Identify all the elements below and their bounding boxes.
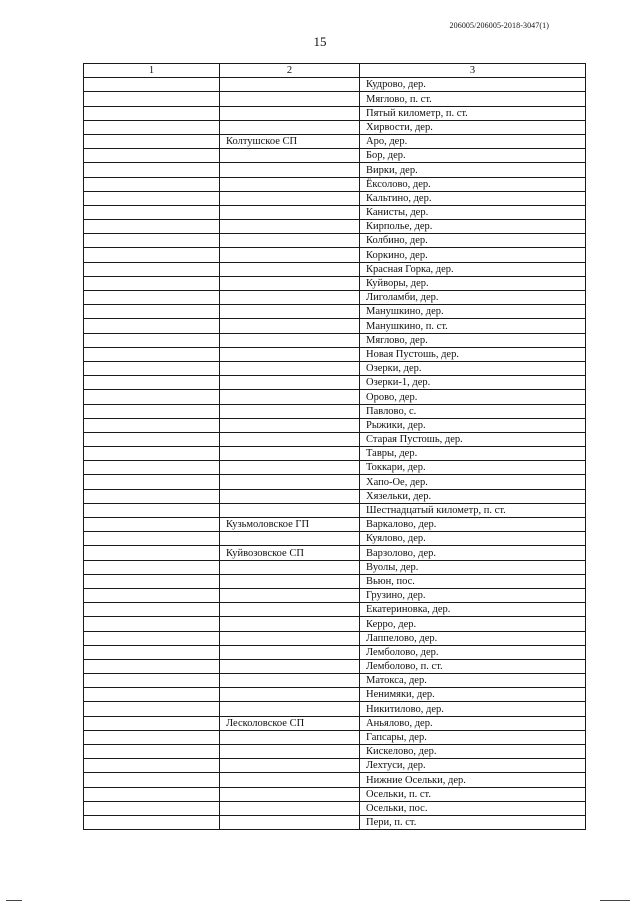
table-row — [84, 404, 586, 418]
municipality-cell — [220, 560, 360, 574]
municipality-cell — [220, 603, 360, 617]
settlement-cell: Осельки, п. ст. — [360, 787, 586, 801]
settlement-cell: Лехтуси, дер. — [360, 759, 586, 773]
table-row — [84, 234, 586, 248]
table-row — [84, 489, 586, 503]
municipality-cell — [220, 815, 360, 829]
table-row — [84, 220, 586, 234]
municipality-cell: Лесколовское СП — [220, 716, 360, 730]
district-cell — [84, 361, 220, 375]
table-row — [84, 461, 586, 475]
district-cell — [84, 333, 220, 347]
district-cell — [84, 588, 220, 602]
settlement-cell: Мяглово, дер. — [360, 333, 586, 347]
settlement-cell: Пятый километр, п. ст. — [360, 106, 586, 120]
municipality-cell — [220, 291, 360, 305]
table-row — [84, 361, 586, 375]
column-number-3: 3 — [360, 64, 586, 78]
municipality-cell — [220, 787, 360, 801]
municipality-cell — [220, 588, 360, 602]
table-row — [84, 390, 586, 404]
table-row — [84, 815, 586, 829]
table-row — [84, 134, 586, 148]
table-header-row — [84, 64, 586, 78]
district-cell — [84, 78, 220, 92]
district-cell — [84, 220, 220, 234]
table-row — [84, 149, 586, 163]
district-cell — [84, 702, 220, 716]
district-cell — [84, 518, 220, 532]
table-row — [84, 418, 586, 432]
district-cell — [84, 191, 220, 205]
municipality-cell — [220, 688, 360, 702]
settlement-cell: Грузино, дер. — [360, 588, 586, 602]
district-cell — [84, 163, 220, 177]
municipality-cell — [220, 418, 360, 432]
municipality-cell — [220, 404, 360, 418]
district-cell — [84, 532, 220, 546]
municipality-cell — [220, 674, 360, 688]
settlement-cell: Никитилово, дер. — [360, 702, 586, 716]
settlement-cell: Лаппелово, дер. — [360, 631, 586, 645]
settlement-cell: Ёксолово, дер. — [360, 177, 586, 191]
settlement-cell: Керро, дер. — [360, 617, 586, 631]
table-row — [84, 617, 586, 631]
municipality-cell: Колтушское СП — [220, 134, 360, 148]
municipality-cell — [220, 702, 360, 716]
municipality-cell — [220, 347, 360, 361]
settlement-cell: Канисты, дер. — [360, 205, 586, 219]
table-row — [84, 262, 586, 276]
municipality-cell — [220, 163, 360, 177]
municipality-cell — [220, 503, 360, 517]
municipality-cell — [220, 745, 360, 759]
page-number: 15 — [313, 34, 327, 49]
table-row — [84, 177, 586, 191]
settlement-cell: Вуолы, дер. — [360, 560, 586, 574]
settlement-cell: Матокса, дер. — [360, 674, 586, 688]
municipality-cell — [220, 489, 360, 503]
municipality-cell — [220, 801, 360, 815]
settlement-cell: Вьюн, пос. — [360, 574, 586, 588]
settlement-cell: Красная Горка, дер. — [360, 262, 586, 276]
settlement-cell: Хапо-Ое, дер. — [360, 475, 586, 489]
district-cell — [84, 347, 220, 361]
district-cell — [84, 546, 220, 560]
table-row — [84, 347, 586, 361]
table-row — [84, 503, 586, 517]
municipality-cell — [220, 475, 360, 489]
municipality-cell — [220, 361, 360, 375]
district-cell — [84, 759, 220, 773]
table-row — [84, 106, 586, 120]
district-cell — [84, 276, 220, 290]
municipality-cell: Кузьмоловское ГП — [220, 518, 360, 532]
settlement-cell: Коркино, дер. — [360, 248, 586, 262]
district-cell — [84, 801, 220, 815]
settlement-cell: Озерки, дер. — [360, 361, 586, 375]
municipality-cell — [220, 532, 360, 546]
district-cell — [84, 603, 220, 617]
settlement-cell: Бор, дер. — [360, 149, 586, 163]
table-row — [84, 588, 586, 602]
municipality-cell — [220, 120, 360, 134]
settlement-cell: Лемболово, дер. — [360, 645, 586, 659]
municipality-cell — [220, 234, 360, 248]
district-cell — [84, 120, 220, 134]
municipality-cell — [220, 78, 360, 92]
settlement-cell: Куялово, дер. — [360, 532, 586, 546]
table-row — [84, 518, 586, 532]
district-cell — [84, 659, 220, 673]
settlement-cell: Варзолово, дер. — [360, 546, 586, 560]
district-cell — [84, 418, 220, 432]
table-row — [84, 475, 586, 489]
table-row — [84, 801, 586, 815]
table-row — [84, 291, 586, 305]
district-cell — [84, 560, 220, 574]
table-row — [84, 191, 586, 205]
district-cell — [84, 205, 220, 219]
district-cell — [84, 404, 220, 418]
municipality-cell — [220, 574, 360, 588]
table-row — [84, 702, 586, 716]
district-cell — [84, 319, 220, 333]
district-cell — [84, 177, 220, 191]
settlement-cell: Екатериновка, дер. — [360, 603, 586, 617]
district-cell — [84, 447, 220, 461]
municipality-cell — [220, 390, 360, 404]
district-cell — [84, 234, 220, 248]
municipality-cell — [220, 106, 360, 120]
municipality-cell — [220, 319, 360, 333]
settlement-cell: Варкалово, дер. — [360, 518, 586, 532]
table-row — [84, 674, 586, 688]
table-row — [84, 574, 586, 588]
district-cell — [84, 376, 220, 390]
settlement-cell: Нижние Осельки, дер. — [360, 773, 586, 787]
district-cell — [84, 617, 220, 631]
settlement-cell: Аньялово, дер. — [360, 716, 586, 730]
district-cell — [84, 390, 220, 404]
scan-edge-mark-right — [600, 900, 630, 901]
municipality-cell — [220, 773, 360, 787]
settlement-cell: Тавры, дер. — [360, 447, 586, 461]
municipality-cell — [220, 248, 360, 262]
settlement-cell: Лемболово, п. ст. — [360, 659, 586, 673]
settlement-cell: Пери, п. ст. — [360, 815, 586, 829]
table-row — [84, 745, 586, 759]
settlement-cell: Осельки, пос. — [360, 801, 586, 815]
settlement-cell: Манушкино, п. ст. — [360, 319, 586, 333]
settlement-cell: Кискелово, дер. — [360, 745, 586, 759]
district-cell — [84, 645, 220, 659]
settlement-cell: Токкари, дер. — [360, 461, 586, 475]
district-cell — [84, 815, 220, 829]
table-row — [84, 603, 586, 617]
district-cell — [84, 574, 220, 588]
district-cell — [84, 248, 220, 262]
district-cell — [84, 489, 220, 503]
settlement-cell: Лиголамби, дер. — [360, 291, 586, 305]
table-row — [84, 276, 586, 290]
settlements-table — [83, 63, 586, 830]
settlement-cell: Кальтино, дер. — [360, 191, 586, 205]
settlement-cell: Хирвости, дер. — [360, 120, 586, 134]
settlement-cell: Аро, дер. — [360, 134, 586, 148]
table-row — [84, 759, 586, 773]
settlement-cell: Кудрово, дер. — [360, 78, 586, 92]
settlement-cell: Шестнадцатый километр, п. ст. — [360, 503, 586, 517]
district-cell — [84, 631, 220, 645]
settlement-cell: Орово, дер. — [360, 390, 586, 404]
municipality-cell — [220, 191, 360, 205]
table-row — [84, 333, 586, 347]
municipality-cell — [220, 659, 360, 673]
municipality-cell — [220, 376, 360, 390]
district-cell — [84, 716, 220, 730]
settlement-cell: Гапсары, дер. — [360, 730, 586, 744]
table-row — [84, 688, 586, 702]
table-row — [84, 659, 586, 673]
table-row — [84, 92, 586, 106]
table-row — [84, 248, 586, 262]
table-row — [84, 631, 586, 645]
district-cell — [84, 149, 220, 163]
district-cell — [84, 291, 220, 305]
column-number-1: 1 — [84, 64, 220, 78]
table-row — [84, 432, 586, 446]
settlement-cell: Старая Пустошь, дер. — [360, 432, 586, 446]
district-cell — [84, 134, 220, 148]
municipality-cell — [220, 177, 360, 191]
municipality-cell — [220, 432, 360, 446]
municipality-cell — [220, 205, 360, 219]
municipality-cell — [220, 333, 360, 347]
settlement-cell: Куйворы, дер. — [360, 276, 586, 290]
district-cell — [84, 503, 220, 517]
municipality-cell — [220, 92, 360, 106]
district-cell — [84, 674, 220, 688]
settlement-cell: Кирполье, дер. — [360, 220, 586, 234]
district-cell — [84, 475, 220, 489]
district-cell — [84, 773, 220, 787]
settlement-cell: Новая Пустошь, дер. — [360, 347, 586, 361]
municipality-cell — [220, 220, 360, 234]
settlement-cell: Колбино, дер. — [360, 234, 586, 248]
settlement-cell: Манушкино, дер. — [360, 305, 586, 319]
district-cell — [84, 305, 220, 319]
municipality-cell — [220, 759, 360, 773]
district-cell — [84, 106, 220, 120]
document-code: 206005/206005-2018-3047(1) — [449, 21, 549, 30]
district-cell — [84, 730, 220, 744]
table-row — [84, 447, 586, 461]
municipality-cell — [220, 730, 360, 744]
settlement-cell: Рыжики, дер. — [360, 418, 586, 432]
table-row — [84, 716, 586, 730]
table-row — [84, 787, 586, 801]
district-cell — [84, 92, 220, 106]
table-row — [84, 773, 586, 787]
municipality-cell — [220, 447, 360, 461]
settlement-cell: Ненимяки, дер. — [360, 688, 586, 702]
municipality-cell — [220, 262, 360, 276]
table-row — [84, 546, 586, 560]
district-cell — [84, 745, 220, 759]
municipality-cell — [220, 305, 360, 319]
municipality-cell — [220, 276, 360, 290]
table-row — [84, 205, 586, 219]
municipality-cell — [220, 149, 360, 163]
table-row — [84, 319, 586, 333]
district-cell — [84, 461, 220, 475]
municipality-cell: Куйвозовское СП — [220, 546, 360, 560]
table-row — [84, 532, 586, 546]
district-cell — [84, 688, 220, 702]
settlement-cell: Хязельки, дер. — [360, 489, 586, 503]
municipality-cell — [220, 461, 360, 475]
settlement-cell: Вирки, дер. — [360, 163, 586, 177]
municipality-cell — [220, 631, 360, 645]
table-row — [84, 560, 586, 574]
municipality-cell — [220, 645, 360, 659]
settlement-cell: Павлово, с. — [360, 404, 586, 418]
district-cell — [84, 787, 220, 801]
district-cell — [84, 432, 220, 446]
settlement-cell: Озерки-1, дер. — [360, 376, 586, 390]
scan-edge-mark-left — [6, 900, 22, 901]
municipality-cell — [220, 617, 360, 631]
table-row — [84, 645, 586, 659]
settlement-cell: Мяглово, п. ст. — [360, 92, 586, 106]
table-row — [84, 305, 586, 319]
district-cell — [84, 262, 220, 276]
table-row — [84, 376, 586, 390]
table-row — [84, 78, 586, 92]
table-row — [84, 120, 586, 134]
table-row — [84, 163, 586, 177]
column-number-2: 2 — [220, 64, 360, 78]
table-row — [84, 730, 586, 744]
